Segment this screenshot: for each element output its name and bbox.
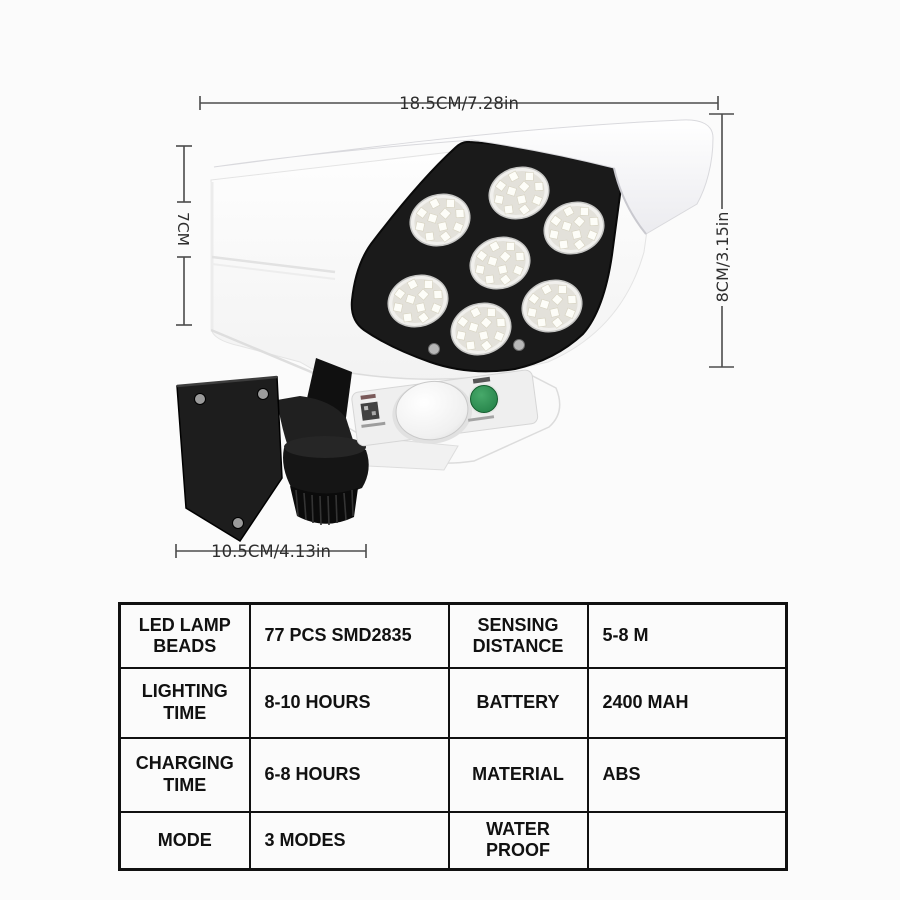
- spec-value-battery: 2400 MAH: [588, 668, 787, 738]
- spec-value-water-proof: [588, 812, 787, 870]
- spec-table: [118, 602, 788, 871]
- bracket-screw-hole: [258, 389, 269, 400]
- dimension-label-right: 8CM/3.15in: [713, 211, 732, 303]
- power-button: [471, 386, 498, 413]
- spec-label-material: MATERIAL: [449, 738, 588, 812]
- bracket-screw-hole: [195, 394, 206, 405]
- spec-value-sensing-distance: 5-8 M: [588, 604, 787, 668]
- spec-value-material: ABS: [588, 738, 787, 812]
- spec-label-lighting-time: LIGHTING TIME: [120, 668, 250, 738]
- spec-value-charging-time: 6-8 HOURS: [250, 738, 449, 812]
- dimension-label-top: 18.5CM/7.28in: [399, 94, 519, 113]
- spec-value-led-lamp-beads: 77 PCS SMD2835: [250, 604, 449, 668]
- spec-value-mode: 3 MODES: [250, 812, 449, 870]
- table-row: [120, 668, 787, 738]
- spec-label-sensing-distance: SENSING DISTANCE: [449, 604, 588, 668]
- panel-screw: [514, 340, 525, 351]
- knuckle-top: [284, 436, 366, 458]
- spec-label-charging-time: CHARGING TIME: [120, 738, 250, 812]
- dimension-label-left: 7CM: [174, 211, 192, 247]
- qr-sticker: [360, 402, 379, 421]
- spec-label-battery: BATTERY: [449, 668, 588, 738]
- spec-label-water-proof: WATER PROOF: [449, 812, 588, 870]
- bracket-screw-hole: [233, 518, 244, 529]
- table-row: [120, 604, 787, 668]
- spec-value-lighting-time: 8-10 HOURS: [250, 668, 449, 738]
- qr-pattern: [364, 406, 368, 410]
- dimension-label-bottom: 10.5CM/4.13in: [211, 542, 331, 561]
- table-row: [120, 812, 787, 870]
- spec-label-led-lamp-beads: LED LAMP BEADS: [120, 604, 250, 668]
- panel-screw: [429, 344, 440, 355]
- qr-pattern: [372, 411, 376, 415]
- spec-label-mode: MODE: [120, 812, 250, 870]
- table-row: [120, 738, 787, 812]
